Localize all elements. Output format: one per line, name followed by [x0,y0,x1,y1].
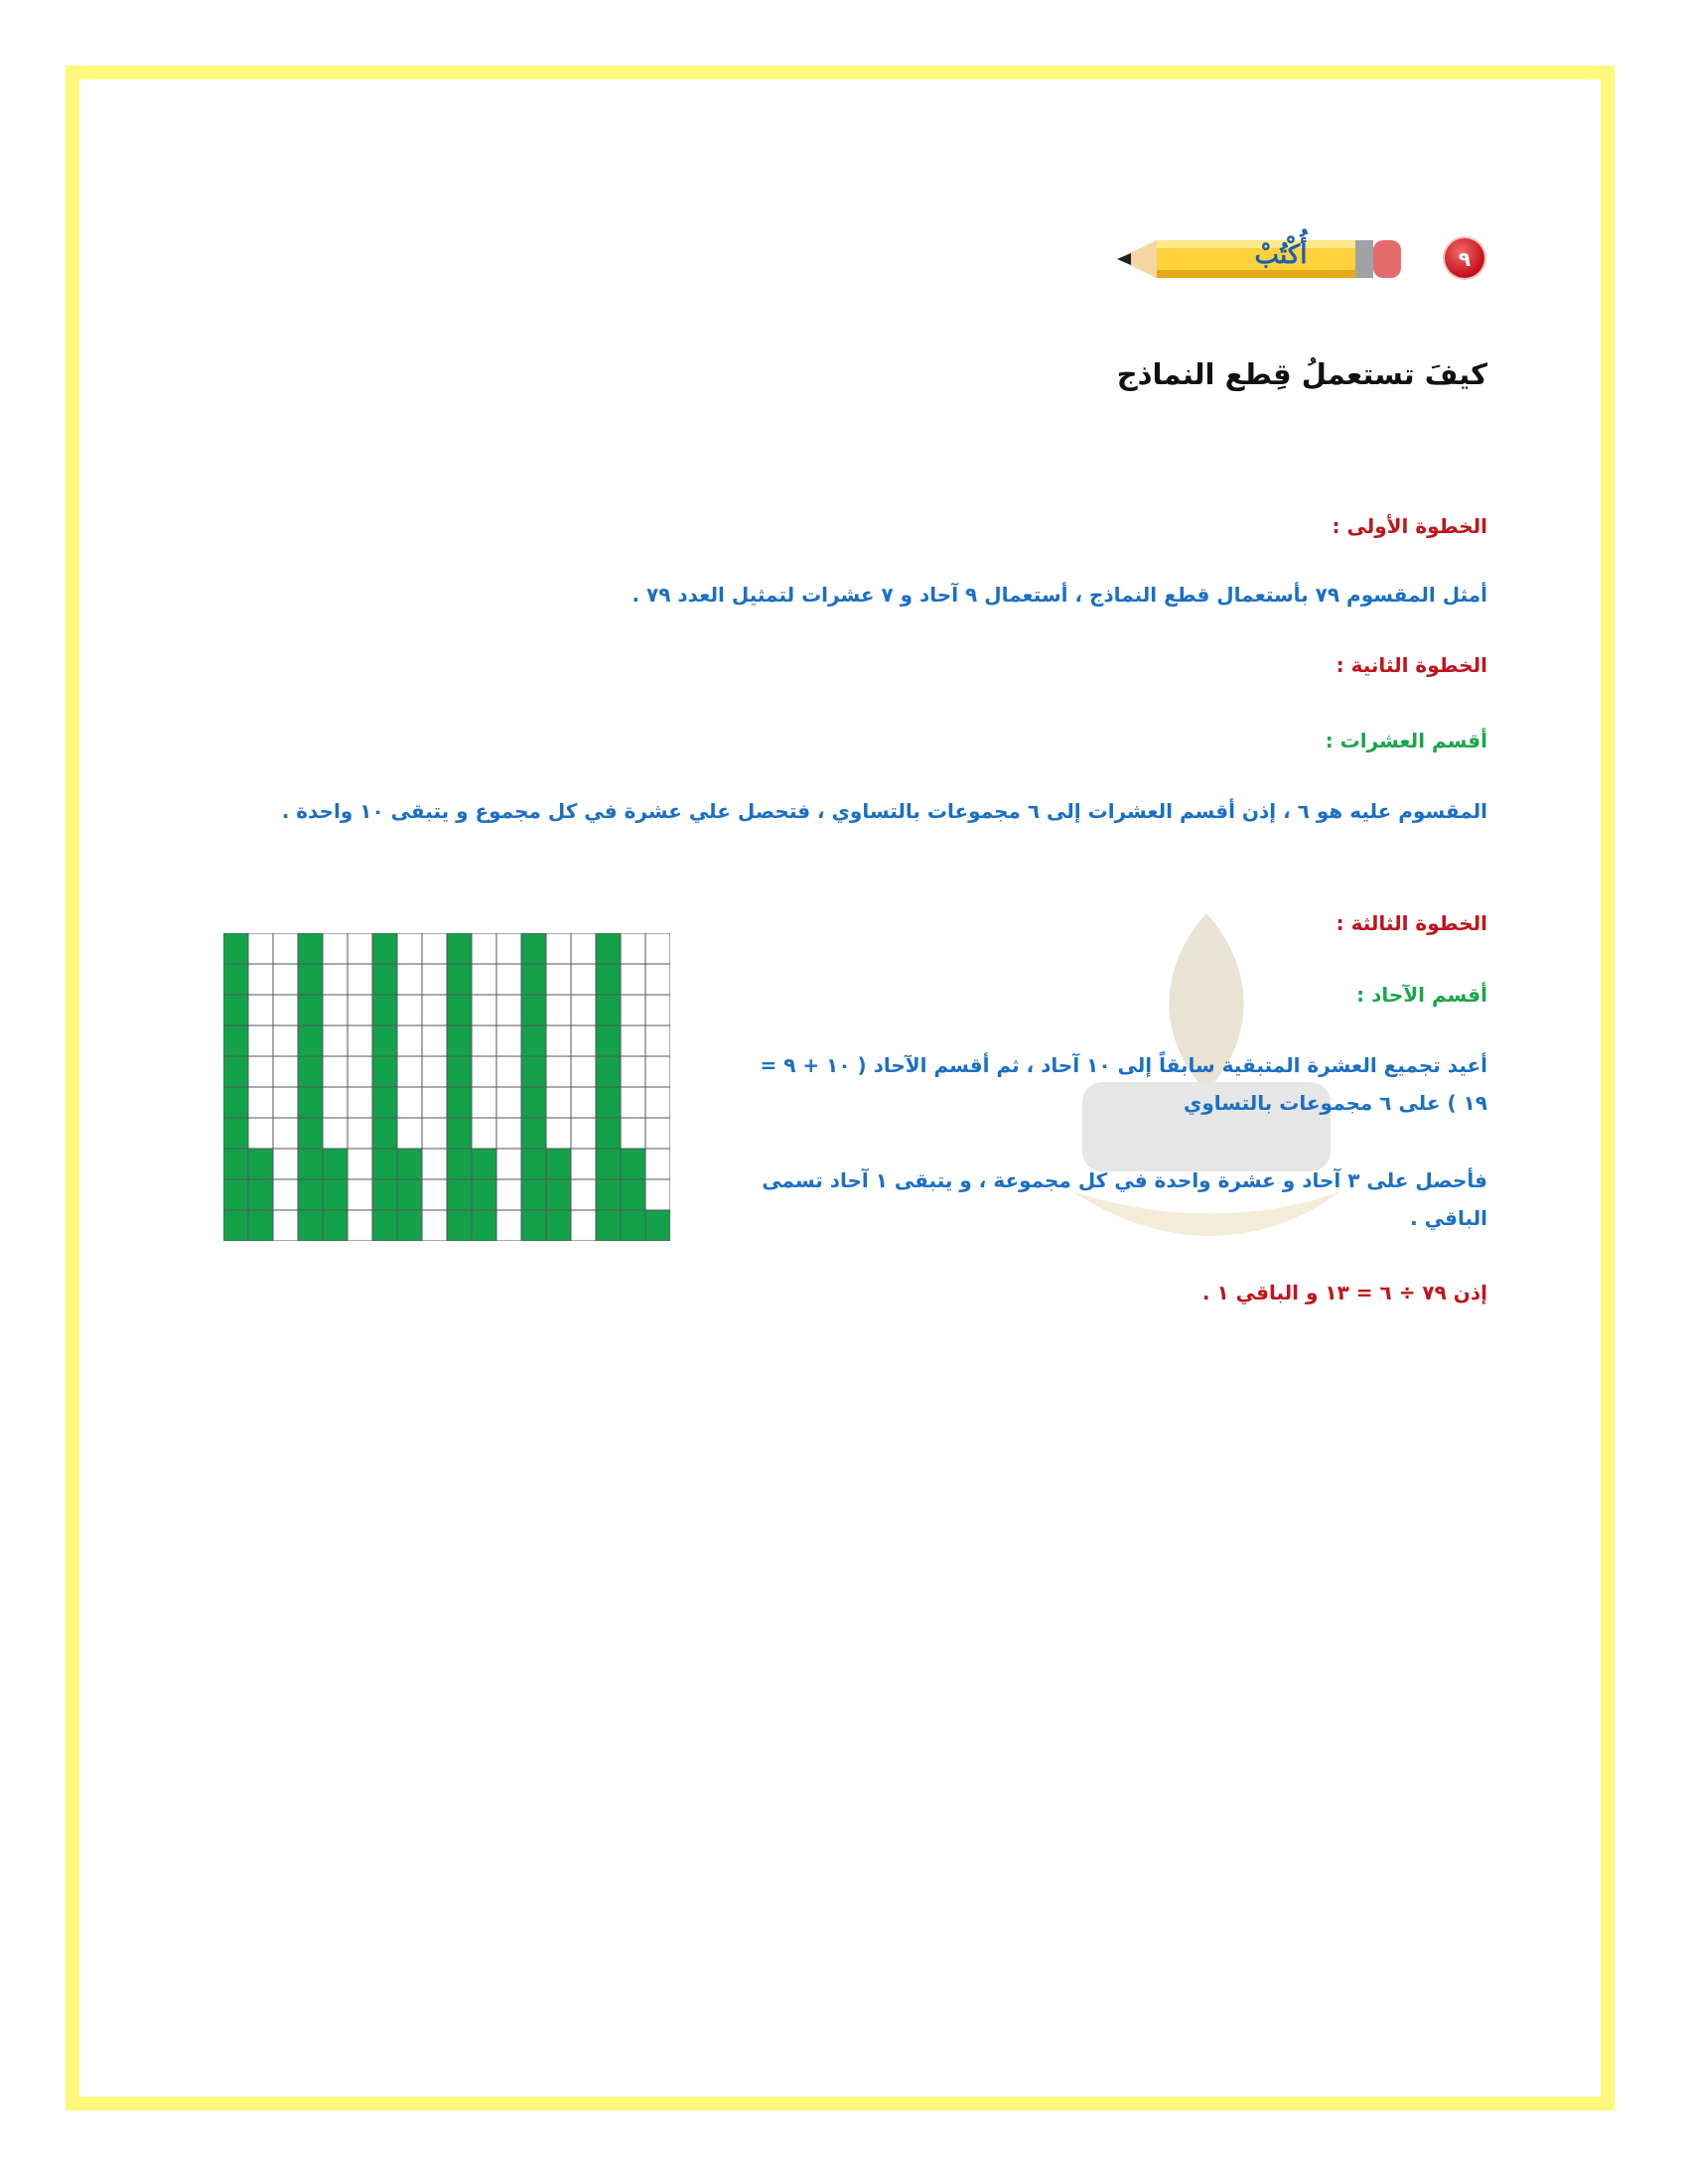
grid-cell [621,1118,645,1149]
model-block-cell [248,1210,273,1241]
grid-cell [645,1118,670,1149]
grid-cell [496,1025,521,1056]
grid-cell [348,1118,372,1149]
grid-cell [571,1210,596,1241]
final-result: إذن ٧٩ ÷ ٦ = ١٣ و الباقي ١ . [1201,1281,1487,1304]
step2-text: المقسوم عليه هو ٦ ، إذن أقسم العشرات إلى ٦ مجموعات بالتساوي ، فتحصل علي عشرة في كل مجموع و يتبقى ١٠ واحدة . [281,799,1487,823]
model-block-cell [447,1025,472,1056]
step3-text2: فأحصل على ٣ آحاد و عشرة واحدة في كل مجموعة ، و يتبقى ١ آحاد تسمى الباقي . [762,1168,1487,1230]
grid-cell [248,933,273,964]
model-block-cell [223,995,248,1025]
model-grid-svg [223,933,670,1241]
model-block-cell [546,1149,571,1179]
model-block-cell [621,1149,645,1179]
model-block-cell [298,1025,323,1056]
model-block-cell [372,933,397,964]
grid-cell [323,1118,348,1149]
grid-cell [248,964,273,995]
model-block-cell [298,1210,323,1241]
grid-cell [571,1149,596,1179]
model-block-cell [447,1149,472,1179]
grid-cell [273,1118,298,1149]
grid-cell [397,1025,422,1056]
grid-cell [645,1056,670,1087]
model-block-cell [596,1118,621,1149]
grid-cell [546,1056,571,1087]
model-block-cell [521,1025,546,1056]
model-block-cell [223,1149,248,1179]
model-block-cell [447,1179,472,1210]
grid-cell [422,995,447,1025]
grid-cell [546,933,571,964]
grid-cell [496,964,521,995]
grid-cell [422,1210,447,1241]
question-number-badge [1445,238,1484,278]
grid-cell [621,1087,645,1118]
write-label: أُكْتُبْ [1254,240,1308,270]
grid-cell [348,1149,372,1179]
grid-cell [422,1149,447,1179]
grid-cell [496,933,521,964]
grid-cell [472,1118,496,1149]
model-block-cell [472,1149,496,1179]
grid-cell [571,1025,596,1056]
grid-cell [546,1087,571,1118]
grid-cell [273,995,298,1025]
grid-cell [546,1025,571,1056]
model-block-cell [223,1118,248,1149]
grid-cell [571,1056,596,1087]
grid-cell [645,1149,670,1179]
grid-cell [621,1056,645,1087]
grid-cell [472,933,496,964]
grid-cell [422,1087,447,1118]
model-block-cell [223,1179,248,1210]
model-block-cell [397,1210,422,1241]
grid-cell [571,933,596,964]
step3-text1: أعيد تجميع العشرة المتبقية سابقاً إلى ١٠ آحاد ، ثم أقسم الآحاد ( ١٠ + ٩ = ١٩ ) على ٦ مجموعات بالتساوي [760,1053,1487,1115]
grid-cell [496,1149,521,1179]
grid-cell [273,1179,298,1210]
grid-cell [397,1056,422,1087]
model-block-cell [521,1087,546,1118]
model-block-cell [521,1210,546,1241]
grid-cell [571,1118,596,1149]
grid-cell [472,995,496,1025]
model-block-cell [447,1210,472,1241]
model-block-cell [521,995,546,1025]
grid-cell [397,1087,422,1118]
model-block-cell [323,1210,348,1241]
model-block-cell [521,933,546,964]
write-exercise-header [1117,230,1514,288]
model-block-cell [447,1087,472,1118]
model-block-cell [546,1210,571,1241]
model-block-cell [596,1087,621,1118]
model-block-cell [372,1179,397,1210]
grid-cell [273,933,298,964]
model-block-cell [546,1179,571,1210]
model-block-cell [223,1210,248,1241]
model-block-cell [372,1210,397,1241]
grid-cell [348,964,372,995]
grid-cell [323,1087,348,1118]
grid-cell [496,995,521,1025]
grid-cell [645,1179,670,1210]
grid-cell [348,1056,372,1087]
grid-cell [323,964,348,995]
model-block-cell [372,1025,397,1056]
model-block-cell [298,1118,323,1149]
grid-cell [422,1025,447,1056]
grid-cell [273,1025,298,1056]
model-block-cell [298,1149,323,1179]
model-block-cell [521,964,546,995]
model-block-cell [298,1179,323,1210]
grid-cell [348,1179,372,1210]
grid-cell [472,1056,496,1087]
model-block-cell [298,995,323,1025]
model-block-cell [621,1179,645,1210]
grid-cell [645,964,670,995]
grid-cell [571,1179,596,1210]
grid-cell [472,1087,496,1118]
grid-cell [571,964,596,995]
model-block-cell [372,964,397,995]
model-block-cell [596,933,621,964]
grid-cell [348,1025,372,1056]
page-title: كيفَ تستعملُ قِطع النماذج [1116,357,1487,391]
grid-cell [621,933,645,964]
grid-cell [273,1087,298,1118]
model-block-cell [323,1179,348,1210]
grid-cell [621,995,645,1025]
grid-cell [248,995,273,1025]
model-block-cell [397,1149,422,1179]
grid-cell [422,1118,447,1149]
model-block-cell [248,1149,273,1179]
model-block-cell [298,933,323,964]
grid-cell [397,1118,422,1149]
step1-text: أمثل المقسوم ٧٩ بأستعمال قطع النماذج ، أستعمال ٩ آحاد و ٧ عشرات لتمثيل العدد ٧٩ . [632,583,1487,607]
grid-cell [323,995,348,1025]
model-block-cell [447,995,472,1025]
model-block-cell [596,1025,621,1056]
model-block-cell [645,1210,670,1241]
grid-cell [546,964,571,995]
grid-cell [248,1056,273,1087]
grid-cell [273,964,298,995]
model-block-cell [298,1056,323,1087]
grid-cell [496,1087,521,1118]
grid-cell [397,933,422,964]
grid-cell [273,1056,298,1087]
grid-cell [645,1025,670,1056]
model-block-cell [223,1056,248,1087]
model-block-cell [372,1149,397,1179]
model-block-cell [223,964,248,995]
grid-cell [397,995,422,1025]
step2-subheading: أقسم العشرات : [1325,729,1487,752]
model-block-cell [472,1179,496,1210]
grid-cell [571,1087,596,1118]
model-block-cell [248,1179,273,1210]
grid-cell [571,995,596,1025]
grid-cell [621,1025,645,1056]
model-block-cell [372,995,397,1025]
model-block-cell [447,1056,472,1087]
grid-cell [348,1087,372,1118]
grid-cell [248,1118,273,1149]
base-ten-model-grid [223,933,670,1241]
grid-cell [546,995,571,1025]
grid-cell [348,1210,372,1241]
model-block-cell [397,1179,422,1210]
model-block-cell [596,1149,621,1179]
model-block-cell [472,1210,496,1241]
grid-cell [645,995,670,1025]
grid-cell [273,1149,298,1179]
model-block-cell [372,1056,397,1087]
model-block-cell [447,933,472,964]
grid-cell [645,933,670,964]
model-block-cell [323,1149,348,1179]
grid-cell [323,1025,348,1056]
model-block-cell [223,1087,248,1118]
grid-cell [546,1118,571,1149]
model-block-cell [298,964,323,995]
grid-cell [273,1210,298,1241]
step1-heading: الخطوة الأولى : [1332,514,1487,538]
model-block-cell [298,1087,323,1118]
model-block-cell [223,1025,248,1056]
model-block-cell [596,995,621,1025]
model-block-cell [596,1210,621,1241]
step2-heading: الخطوة الثانية : [1336,653,1487,677]
grid-cell [472,1025,496,1056]
model-block-cell [521,1179,546,1210]
model-block-cell [447,964,472,995]
grid-cell [496,1210,521,1241]
grid-cell [422,1179,447,1210]
model-block-cell [596,1179,621,1210]
model-block-cell [521,1149,546,1179]
grid-cell [397,964,422,995]
model-block-cell [521,1118,546,1149]
model-block-cell [372,1087,397,1118]
model-block-cell [521,1056,546,1087]
grid-cell [422,964,447,995]
grid-cell [323,1056,348,1087]
grid-cell [496,1056,521,1087]
grid-cell [248,1025,273,1056]
model-block-cell [596,1056,621,1087]
grid-cell [323,933,348,964]
model-block-cell [621,1210,645,1241]
grid-cell [348,995,372,1025]
step3-subheading: أقسم الآحاد : [1356,983,1487,1007]
grid-cell [472,964,496,995]
model-block-cell [596,964,621,995]
grid-cell [422,1056,447,1087]
grid-cell [496,1179,521,1210]
grid-cell [422,933,447,964]
grid-cell [645,1087,670,1118]
model-block-cell [372,1118,397,1149]
question-number: ٩ [1458,247,1472,271]
grid-cell [621,964,645,995]
step3-heading: الخطوة الثالثة : [1336,911,1487,935]
grid-cell [496,1118,521,1149]
grid-cell [248,1087,273,1118]
grid-cell [348,933,372,964]
model-block-cell [447,1118,472,1149]
model-block-cell [223,933,248,964]
